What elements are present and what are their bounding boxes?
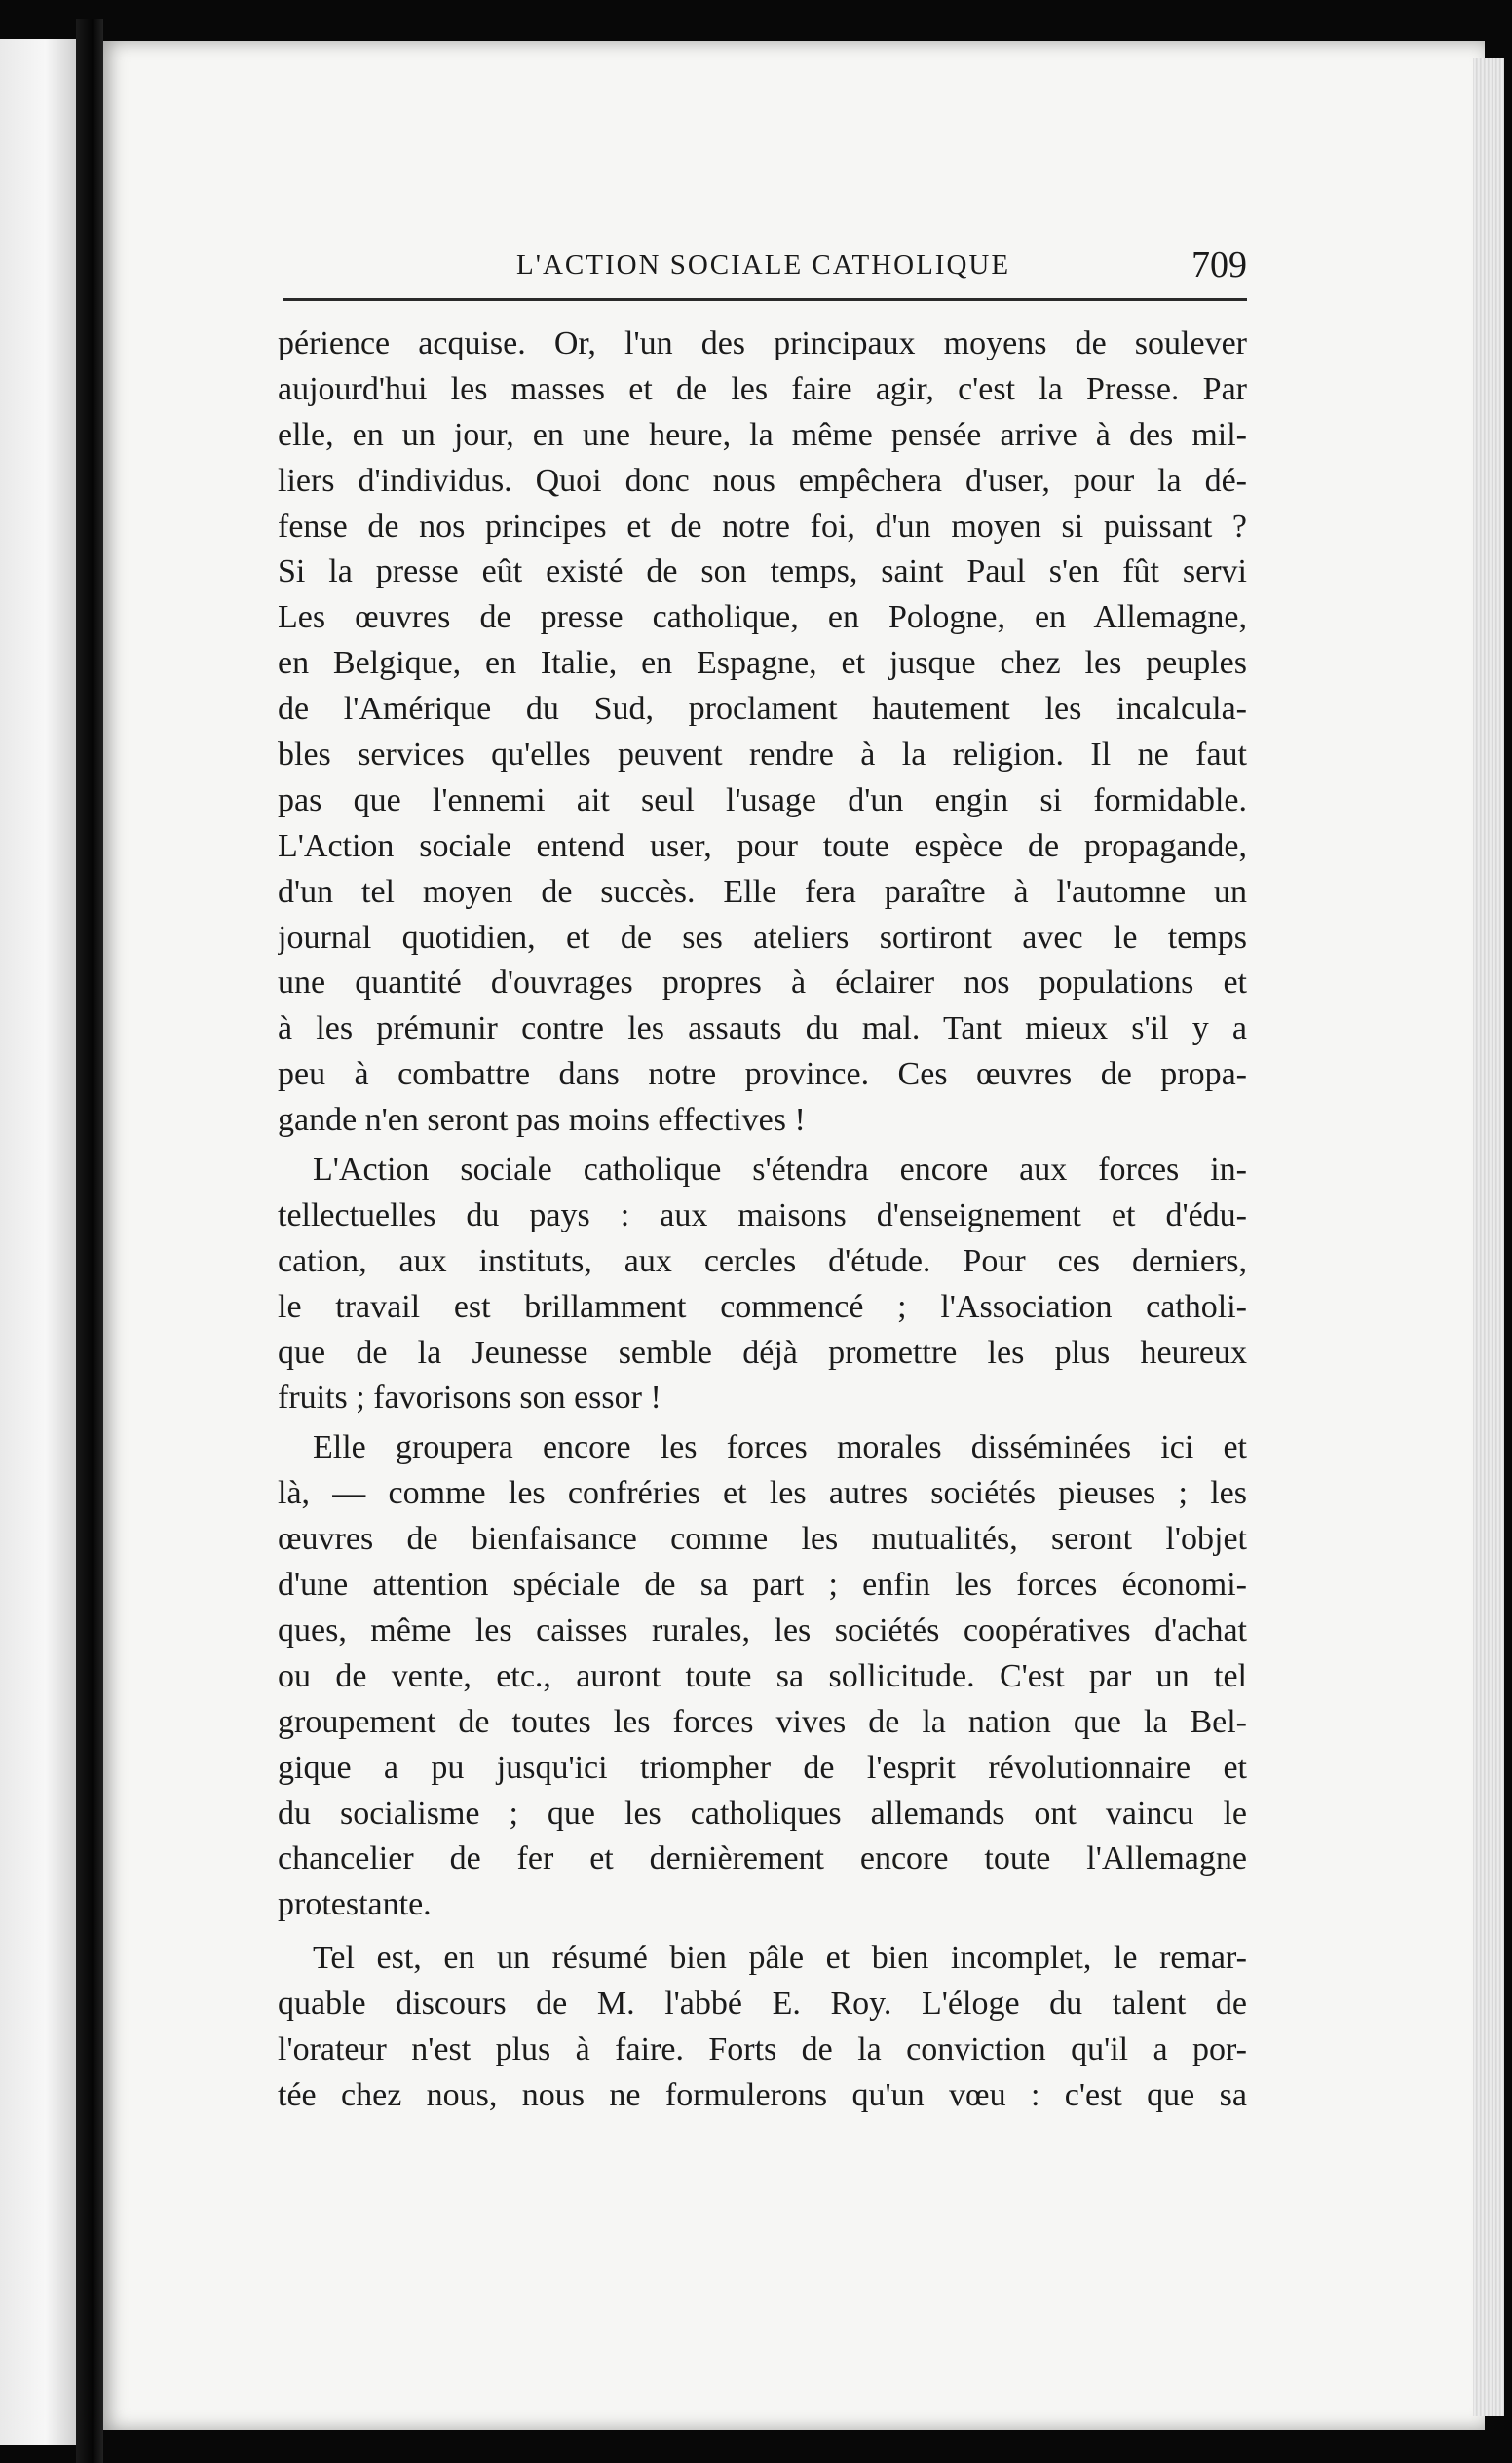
text-line: une quantité d'ouvrages propres à éclairer nos populations et	[278, 965, 1247, 1002]
text-line: fruits ; favorisons son essor !	[278, 1380, 662, 1417]
text-line: à les prémunir contre les assauts du mal. Tant mieux s'il y a	[278, 1010, 1247, 1047]
text-line: bles services qu'elles peuvent rendre à la religion. Il ne faut	[278, 737, 1247, 774]
text-line: Si la presse eût existé de son temps, saint Paul s'en fût servi	[278, 553, 1247, 590]
header-rule	[283, 298, 1247, 301]
text-line: tellectuelles du pays : aux maisons d'enseignement et d'édu-	[278, 1196, 1247, 1233]
text-line: pas que l'ennemi ait seul l'usage d'un engin si formidable.	[278, 781, 1247, 818]
text-line: journal quotidien, et de ses ateliers sortiront avec le temps	[278, 919, 1247, 956]
text-line: gique a pu jusqu'ici triompher de l'esprit révolutionnaire et	[278, 1749, 1247, 1786]
paragraph	[278, 322, 1247, 1144]
text-line: groupement de toutes les forces vives de la nation que la Bel-	[278, 1703, 1247, 1740]
paragraph-gap	[278, 1928, 1247, 1936]
text-line: L'Action sociale catholique s'étendra encore aux forces in-	[313, 1152, 1247, 1189]
paragraph	[278, 1148, 1247, 1421]
text-line: ques, même les caisses rurales, les sociétés coopératives d'achat	[278, 1611, 1247, 1648]
text-line: protestante.	[278, 1886, 432, 1923]
text-line: que de la Jeunesse semble déjà promettre les plus heureux	[278, 1334, 1247, 1371]
text-line: peu à combattre dans notre province. Ces œuvres de propa-	[278, 1056, 1247, 1093]
text-line: le travail est brillamment commencé ; l'Association catholi-	[278, 1288, 1247, 1325]
text-line: périence acquise. Or, l'un des principaux moyens de soulever	[278, 325, 1247, 361]
body-text	[278, 322, 1247, 2119]
paragraph	[278, 1936, 1247, 2119]
text-line: L'Action sociale entend user, pour toute espèce de propagande,	[278, 827, 1247, 864]
text-line: ou de vente, etc., auront toute sa sollicitude. C'est par un tel	[278, 1657, 1247, 1694]
text-line: aujourd'hui les masses et de les faire agir, c'est la Presse. Par	[278, 370, 1247, 407]
text-line: du socialisme ; que les catholiques allemands ont vaincu le	[278, 1795, 1247, 1832]
text-line: de l'Amérique du Sud, proclament hautement les incalcula-	[278, 691, 1247, 728]
text-line: cation, aux instituts, aux cercles d'étude. Pour ces derniers,	[278, 1242, 1247, 1279]
text-line: d'une attention spéciale de sa part ; enfin les forces économi-	[278, 1567, 1247, 1604]
book-spine-gutter	[76, 19, 103, 2463]
text-line: liers d'individus. Quoi donc nous empêchera d'user, pour la dé-	[278, 462, 1247, 499]
text-line: tée chez nous, nous ne formulerons qu'un vœu : c'est que sa	[278, 2076, 1247, 2113]
text-line: fense de nos principes et de notre foi, d'un moyen si puissant ?	[278, 508, 1247, 545]
text-line: chancelier de fer et dernièrement encore toute l'Allemagne	[278, 1840, 1247, 1877]
running-head	[283, 244, 1247, 296]
page-number: 709	[1191, 245, 1247, 285]
paragraph	[278, 1425, 1247, 1928]
previous-page-edge	[0, 39, 76, 2445]
page-stack-edge	[1473, 58, 1504, 2416]
text-line: en Belgique, en Italie, en Espagne, et jusque chez les peuples	[278, 645, 1247, 682]
text-line: Les œuvres de presse catholique, en Pologne, en Allemagne,	[278, 599, 1247, 636]
text-line: Tel est, en un résumé bien pâle et bien incomplet, le remar-	[313, 1940, 1247, 1977]
running-title: L'ACTION SOCIALE CATHOLIQUE	[516, 249, 1011, 281]
text-line: quable discours de M. l'abbé E. Roy. L'éloge du talent de	[278, 1986, 1247, 2023]
text-line: elle, en un jour, en une heure, la même pensée arrive à des mil-	[278, 416, 1247, 453]
text-line: d'un tel moyen de succès. Elle fera paraître à l'automne un	[278, 873, 1247, 910]
text-line: l'orateur n'est plus à faire. Forts de la conviction qu'il a por-	[278, 2030, 1247, 2067]
text-line: là, — comme les confréries et les autres sociétés pieuses ; les	[278, 1475, 1247, 1512]
text-line: Elle groupera encore les forces morales disséminées ici et	[313, 1429, 1247, 1466]
text-line: œuvres de bienfaisance comme les mutualités, seront l'objet	[278, 1521, 1247, 1558]
text-line: gande n'en seront pas moins effectives !	[278, 1102, 806, 1139]
